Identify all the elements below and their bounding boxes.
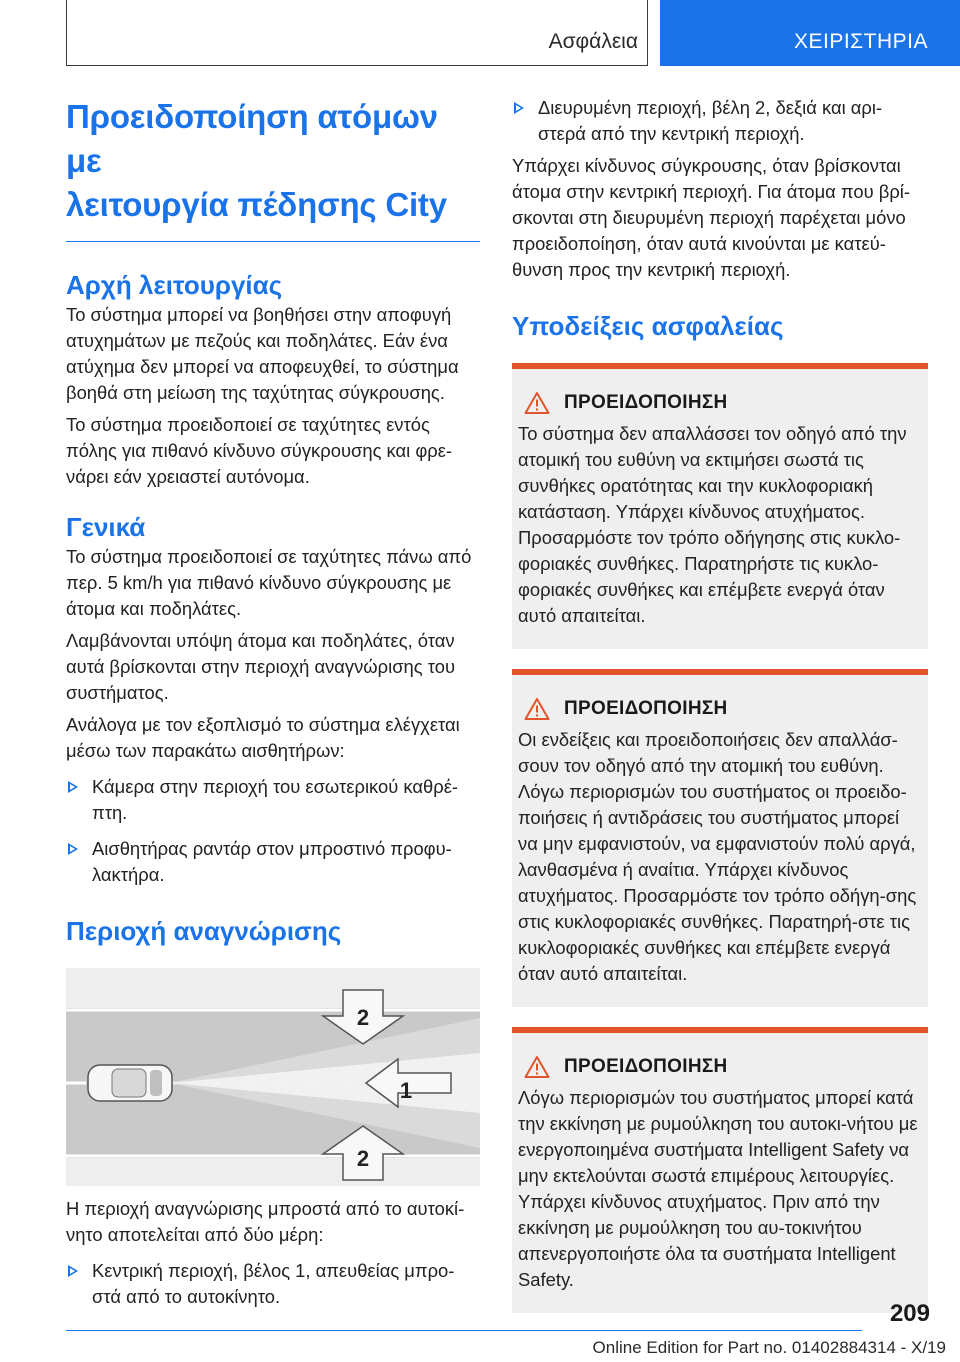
warning-text: Το σύστημα δεν απαλλάσσει τον οδηγό από την ατομική του ευθύνη να εκτιμήσει σωστά τις συνθήκες ορατότητας και την κυκλοφοριακή κατάσταση. Υπάρχει κίνδυνος ατυχήματος. Προσαρμόστε τον τρόπο οδήγησης στις κυκλο-φοριακές συνθήκες. Παρατηρήστε τις κυκλο-φοριακές συνθήκες και επέμβετε ενεργά όταν αυτό απαιτείται. xyxy=(518,423,907,626)
warning-title: ΠΡΟΕΙΔΟΠΟΙΗΣΗ xyxy=(564,1056,728,1077)
bullet-triangle-icon xyxy=(68,1265,78,1277)
page-number: 209 xyxy=(889,1300,930,1327)
footer-divider xyxy=(66,1330,862,1331)
page-title xyxy=(66,95,480,227)
list-item-extended-area: Διευρυμένη περιοχή, βέλη 2, δεξιά και αρι-στερά από την κεντρική περιοχή. xyxy=(512,95,928,147)
car-icon xyxy=(88,1065,172,1101)
list-item-central-area: Κεντρική περιοχή, βέλος 1, απευθείας μπρο-στά από το αυτοκίνητο. xyxy=(66,1258,480,1310)
warning-text: Λόγω περιορισμών του συστήματος μπορεί κατά την εκκίνηση με ρυμούλκηση του αυτοκι-νήτου με ενεργοποιημένα συστήματα Intelligent Safety να μην εκτελούνται σωστά επιμέρους λειτουργίες. Υπάρχει κίνδυνος ατυχήματος. Πριν από την εκκίνηση με ρυμούλκηση του αυ-τοκινήτου απενεργοποιήστε όλα τα συστήματα Intelligent Safety. xyxy=(518,1087,918,1290)
bullet-triangle-icon xyxy=(68,781,78,793)
paragraph-function-1: Το σύστημα μπορεί να βοηθήσει στην αποφυγή ατυχημάτων με πεζούς και ποδηλάτες. Εάν ένα ατύχημα δεν μπορεί να αποφευχθεί, το σύστημα βοηθά στη μείωση της ταχύτητας σύγκρουσης. xyxy=(66,304,459,403)
figure-label-2-top: 2 xyxy=(356,1005,370,1030)
warning-title: ΠΡΟΕΙΔΟΠΟΙΗΣΗ xyxy=(564,698,728,719)
bullet-triangle-icon xyxy=(68,843,78,855)
figure-label-1: 1 xyxy=(399,1078,413,1103)
detection-area-figure xyxy=(66,968,480,1186)
warning-title: ΠΡΟΕΙΔΟΠΟΙΗΣΗ xyxy=(564,392,728,413)
page-title-line-1: Προειδοποίηση ατόμων με xyxy=(66,98,438,179)
heading-detection-area: Περιοχή αναγνώρισης xyxy=(66,916,342,946)
warning-triangle-icon xyxy=(524,697,550,721)
figure-label-2-bottom: 2 xyxy=(356,1146,370,1171)
paragraph-general-2: Λαμβάνονται υπόψη άτομα και ποδηλάτες, όταν αυτά βρίσκονται στην περιοχή αναγνώρισης του συστήματος. xyxy=(66,630,456,703)
warning-triangle-icon xyxy=(524,391,550,415)
paragraph-general-1: Το σύστημα προειδοποιεί σε ταχύτητες πάνω από περ. 5 km/h για πιθανό κίνδυνο σύγκρουσης με άτομα και ποδηλάτες. xyxy=(66,546,472,619)
paragraph-general-3: Ανάλογα με τον εξοπλισμό το σύστημα ελέγχεται μέσω των παρακάτω αισθητήρων: xyxy=(66,714,460,761)
list-item-sensor-camera: Κάμερα στην περιοχή του εσωτερικού καθρέ-πτη. xyxy=(66,774,480,826)
heading-function: Αρχή λειτουργίας xyxy=(66,270,283,300)
heading-general: Γενικά xyxy=(66,512,146,542)
footer-edition: Online Edition for Part no. 01402884314 - X/19 xyxy=(592,1338,946,1357)
heading-safety: Υποδείξεις ασφαλείας xyxy=(512,311,784,341)
paragraph-detection-area: Η περιοχή αναγνώρισης μπροστά από το αυτοκί-νητο αποτελείται από δύο μέρη: xyxy=(66,1198,465,1245)
warning-triangle-icon xyxy=(524,1055,550,1079)
paragraph-collision-risk: Υπάρχει κίνδυνος σύγκρουσης, όταν βρίσκονται άτομα στην κεντρική περιοχή. Για άτομα που βρί-σκονται στη διευρυμένη περιοχή παρέχεται μόνο προειδοποίηση, όταν αυτά κινούνται με κατεύ-θυνση προς την κεντρική περιοχή. xyxy=(512,155,910,280)
warning-text: Οι ενδείξεις και προειδοποιήσεις δεν απαλλάσ-σουν τον οδηγό από την ατομική του ευθύνη. Λόγω περιορισμών του συστήματος οι προειδο-ποιήσεις ή αντιδράσεις του συστήματος μπορεί να μην εμφανιστούν, να εμφανιστούν πολύ αργά, λανθασμένα ή αναίτια. Υπάρχει κίνδυνος ατυχήματος. Προσαρμόστε τον τρόπο οδήγη-σης στις κυκλοφοριακές συνθήκες. Παρατηρή-στε τις κυκλοφοριακές συνθήκες και επέμβετε ενεργά όταν αυτό απαιτείται. xyxy=(518,729,917,984)
warning-box-2 xyxy=(512,669,928,1007)
warning-box-3 xyxy=(512,1027,928,1313)
bullet-triangle-icon xyxy=(514,102,524,114)
header-section: Ασφάλεια xyxy=(548,30,638,53)
left-column xyxy=(66,95,480,1310)
detection-area-illustration xyxy=(66,968,480,1186)
warning-box-1 xyxy=(512,363,928,649)
right-column xyxy=(512,95,928,1313)
list-item-sensor-radar: Αισθητήρας ραντάρ στον μπροστινό προφυ-λακτήρα. xyxy=(66,836,480,888)
header-chapter: ΧΕΙΡΙΣΤΗΡΙΑ xyxy=(793,30,928,53)
page-title-line-2: λειτουργία πέδησης City xyxy=(66,186,447,223)
paragraph-function-2: Το σύστημα προειδοποιεί σε ταχύτητες εντός πόλης για πιθανό κίνδυνο σύγκρουσης και φρε-νάρει εάν χρειαστεί αυτόνομα. xyxy=(66,414,453,487)
